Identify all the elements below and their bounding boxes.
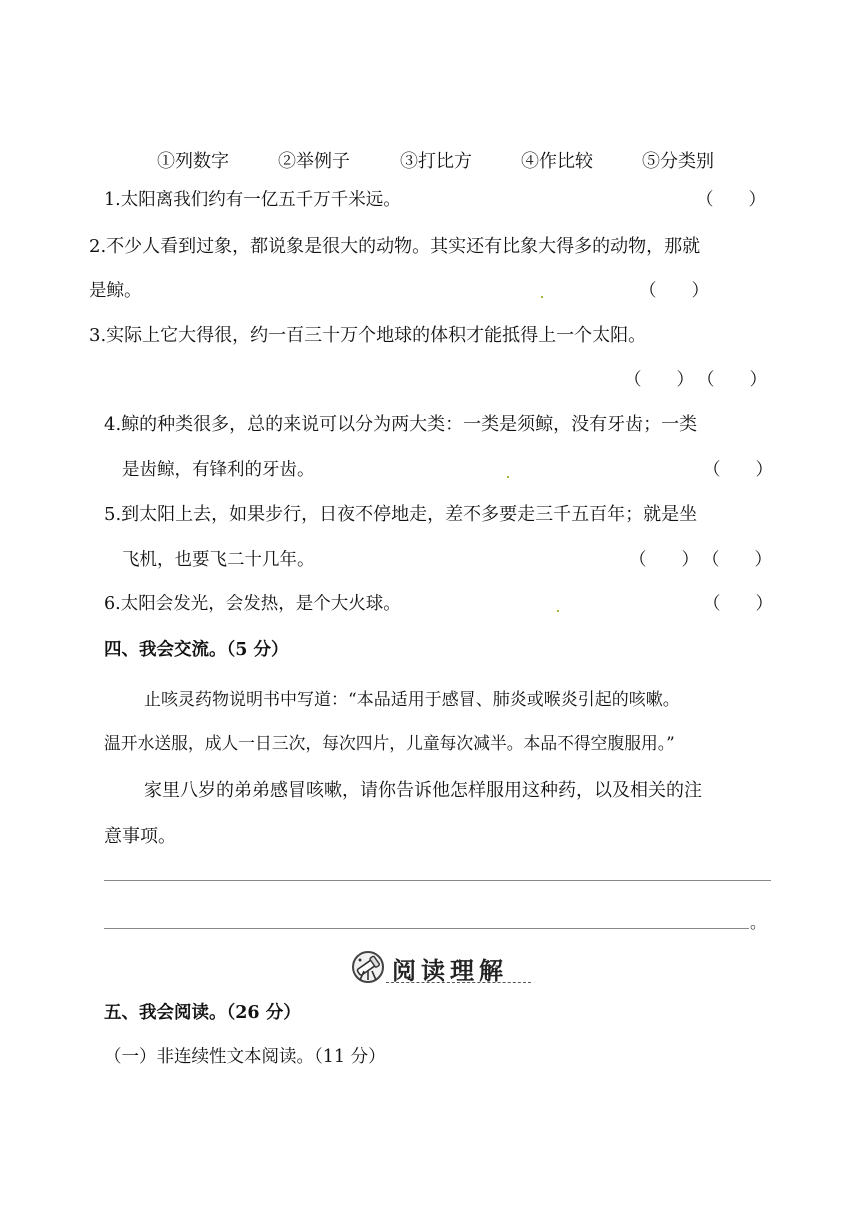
item-1-text: 1.太阳离我们约有一亿五千万千米远。 bbox=[104, 190, 401, 210]
item-5-text-line2: 飞机，也要飞二十几年。 bbox=[122, 550, 315, 570]
item-5-blank-1[interactable]: （ ） bbox=[629, 550, 699, 570]
item-2-blank[interactable]: （ ） bbox=[639, 281, 709, 301]
item-6-blank[interactable]: （ ） bbox=[703, 594, 773, 614]
banner-title: 阅读理解 bbox=[392, 957, 508, 985]
section-4-para1-line2: 温开水送服，成人一日三次，每次四片，儿童每次减半。本品不得空腹服用。” bbox=[104, 733, 675, 753]
section-4-heading: 四、我会交流。（5 分） bbox=[104, 640, 289, 660]
section-4-para2-line1: 家里八岁的弟弟感冒咳嗽，请你告诉他怎样服用这种药，以及相关的注 bbox=[144, 780, 702, 801]
item-2-text-line2: 是鲸。 bbox=[89, 281, 142, 301]
item-4-text-line1: 4.鲸的种类很多，总的来说可以分为两大类：一类是须鲸，没有牙齿；一类 bbox=[104, 414, 698, 435]
item-4-text-line2: 是齿鲸，有锋利的牙齿。 bbox=[122, 460, 315, 480]
option-2: ②举例子 bbox=[278, 151, 350, 172]
item-3-text: 3.实际上它大得很，约一百三十万个地球的体积才能抵得上一个太阳。 bbox=[89, 325, 647, 346]
answer-line-2[interactable] bbox=[104, 928, 749, 929]
item-3-blank-1[interactable]: （ ） bbox=[624, 370, 694, 390]
section-5-subheading: （一）非连续性文本阅读。（11 分） bbox=[104, 1047, 386, 1067]
section-5-heading: 五、我会阅读。（26 分） bbox=[104, 1003, 301, 1023]
item-6-text: 6.太阳会发光，会发热，是个大火球。 bbox=[104, 594, 401, 614]
speck bbox=[557, 610, 559, 612]
answer-line-1[interactable] bbox=[104, 880, 771, 881]
item-2-text-line1: 2.不少人看到过象，都说象是很大的动物。其实还有比象大得多的动物，那就 bbox=[89, 236, 701, 257]
telescope-icon bbox=[350, 949, 386, 985]
speck bbox=[541, 296, 543, 298]
item-5-text-line1: 5.到太阳上去，如果步行，日夜不停地走，差不多要走三千五百年；就是坐 bbox=[104, 504, 698, 525]
option-3: ③打比方 bbox=[400, 151, 472, 172]
section-4-para1-line1: 止咳灵药物说明书中写道：“本品适用于感冒、肺炎或喉炎引起的咳嗽。 bbox=[144, 690, 680, 710]
speck bbox=[507, 476, 509, 478]
item-5-blank-2[interactable]: （ ） bbox=[702, 550, 772, 570]
option-1: ①列数字 bbox=[157, 151, 229, 172]
option-4: ④作比较 bbox=[521, 151, 593, 172]
item-4-blank[interactable]: （ ） bbox=[703, 460, 773, 480]
banner-underline bbox=[386, 982, 531, 983]
option-5: ⑤分类别 bbox=[642, 151, 714, 172]
section-4-para2-line2: 意事项。 bbox=[104, 826, 176, 847]
reading-banner bbox=[350, 947, 535, 987]
answer-end-mark: 。 bbox=[750, 913, 767, 932]
item-1-blank[interactable]: （ ） bbox=[696, 190, 766, 210]
item-3-blank-2[interactable]: （ ） bbox=[697, 370, 767, 390]
